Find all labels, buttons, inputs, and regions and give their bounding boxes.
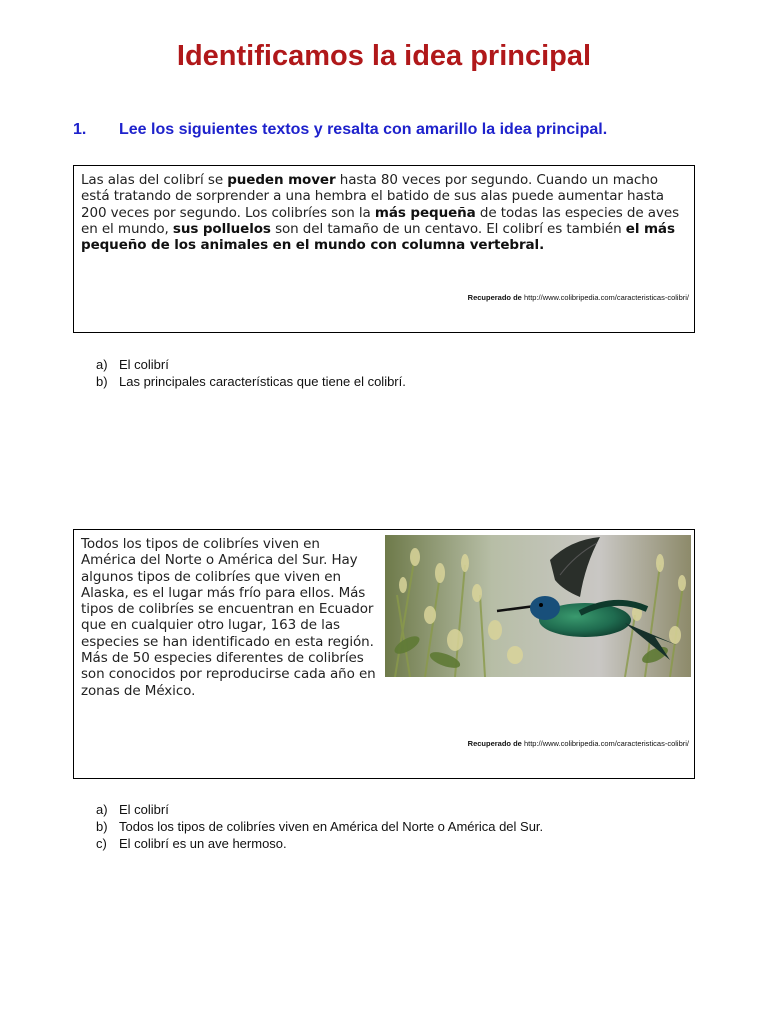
page-title: Identificamos la idea principal <box>176 40 592 72</box>
option-letter: a) <box>96 802 108 817</box>
passage-1-segment: hasta 80 veces por segundo. Cuando un macho está tratando de sorprender a una hembra el batido de sus alas puede aumentar hasta 200 veces por segundo. Los colibríes son la <box>81 172 664 221</box>
option-b[interactable] <box>96 818 543 835</box>
passage-2-text <box>81 536 689 699</box>
passage-1-segment: de todas las especies de aves en el mundo, <box>81 204 679 237</box>
option-letter: c) <box>96 836 107 851</box>
passage-1-bold: pueden mover <box>227 172 336 188</box>
passage-box-2 <box>73 529 695 779</box>
instruction-number: 1. <box>73 121 87 138</box>
passage-box-1 <box>73 165 695 333</box>
instruction <box>73 120 713 140</box>
option-text: El colibrí <box>119 357 169 372</box>
source-label: Recuperado de <box>467 739 524 748</box>
source-url: http://www.colibripedia.com/caracteristicas-colibri/ <box>523 739 689 748</box>
option-text: El colibrí <box>119 802 169 817</box>
option-letter: b) <box>96 819 108 834</box>
source-citation-2 <box>468 739 689 748</box>
source-label: Recuperado de <box>467 293 524 302</box>
option-letter: a) <box>96 357 108 372</box>
option-c[interactable] <box>96 835 543 852</box>
source-citation-1 <box>468 293 689 302</box>
option-a[interactable] <box>96 356 406 373</box>
option-letter: b) <box>96 374 108 389</box>
option-text: El colibrí es un ave hermoso. <box>119 836 287 851</box>
passage-1-bold: más pequeña <box>374 204 476 221</box>
passage-1-segment: Las alas del colibrí se <box>81 172 228 188</box>
passage-1-segment: son del tamaño de un centavo. El colibrí es también <box>270 220 626 237</box>
hummingbird-photo-icon <box>385 535 691 677</box>
option-b[interactable] <box>96 373 406 390</box>
passage-1-bold: el más pequeño de los animales en el mundo con columna vertebral. <box>81 220 675 254</box>
passage-1-text <box>81 172 687 253</box>
source-url: http://www.colibripedia.com/caracteristicas-colibri/ <box>523 293 689 302</box>
option-text: Las principales características que tiene el colibrí. <box>119 374 406 389</box>
options-list-1 <box>96 356 406 390</box>
options-list-2 <box>96 801 543 852</box>
option-a[interactable] <box>96 801 543 818</box>
instruction-text: Lee los siguientes textos y resalta con amarillo la idea principal. <box>119 121 608 138</box>
passage-1-bold: sus polluelos <box>172 220 271 237</box>
option-text: Todos los tipos de colibríes viven en América del Norte o América del Sur. <box>119 819 544 834</box>
passage-2-body: Todos los tipos de colibríes viven en América del Norte o América del Sur. Hay algunos tipos de colibríes que viven en Alaska, es el lugar más frío para ellos. Más tipos de colibríes se encuentran en Ecuador que en cualquier otro lugar, 163 de las especies se han identificado en esta región. Más de 50 especies diferentes de colibríes son conocidos por reproducirse cada año en zonas de México. <box>81 536 376 699</box>
